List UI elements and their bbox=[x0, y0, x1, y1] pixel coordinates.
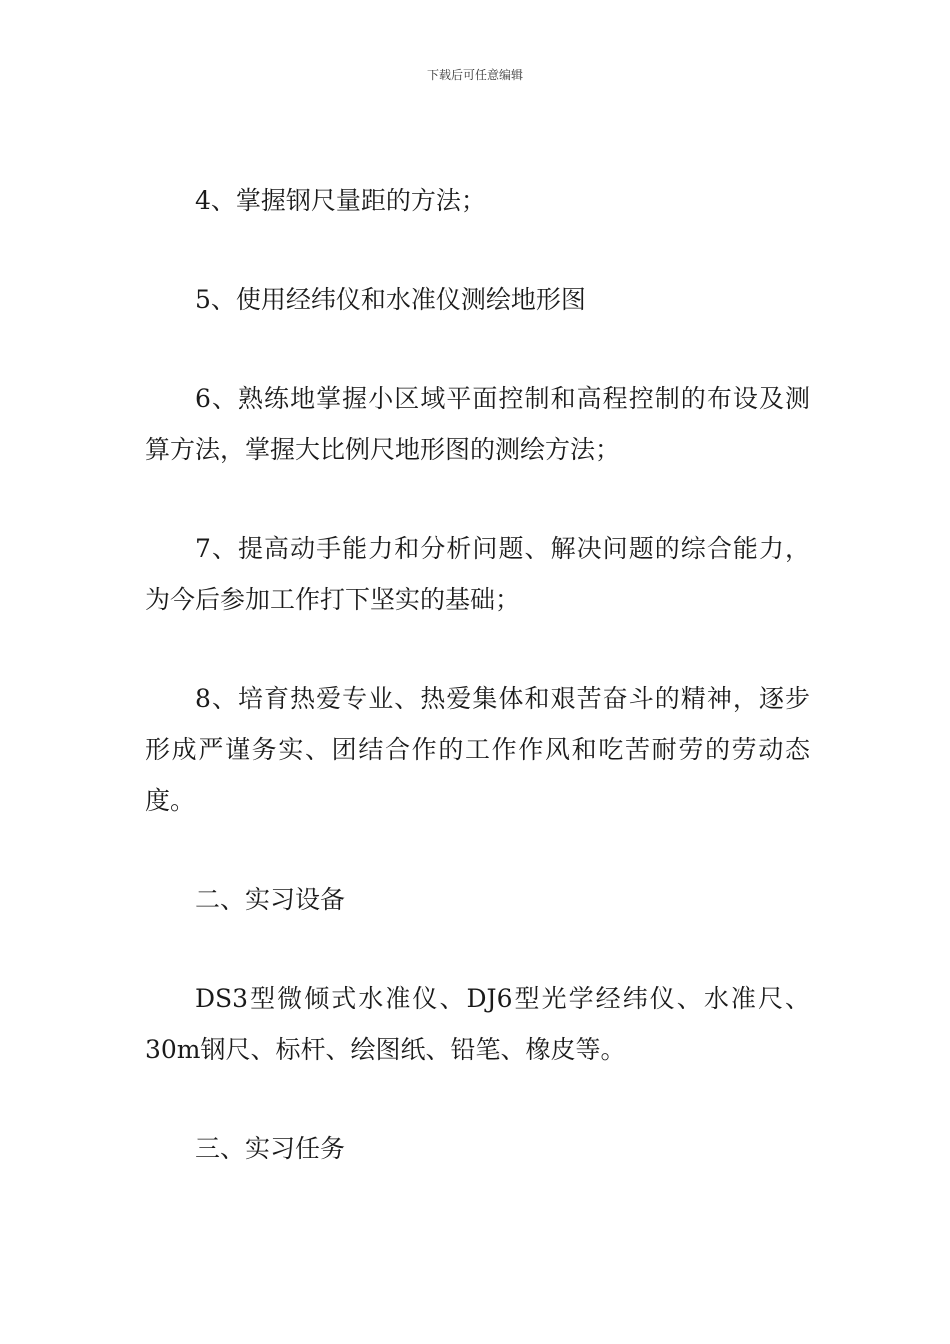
equipment-paragraph: DS3型微倾式水准仪、DJ6型光学经纬仪、水准尺、30m钢尺、标杆、绘图纸、铅笔、橡皮等。 bbox=[145, 984, 810, 1064]
document-body bbox=[145, 175, 810, 1222]
section-heading-equipment: 二、实习设备 bbox=[195, 885, 346, 914]
list-item-7: 7、提高动手能力和分析问题、解决问题的综合能力，为今后参加工作打下坚实的基础； bbox=[145, 534, 810, 614]
list-item-8: 8、培育热爱专业、热爱集体和艰苦奋斗的精神，逐步形成严谨务实、团结合作的工作作风和吃苦耐劳的劳动态度。 bbox=[145, 684, 810, 815]
list-item-5: 5、使用经纬仪和水准仪测绘地形图 bbox=[195, 285, 586, 314]
list-item-4: 4、掌握钢尺量距的方法； bbox=[195, 186, 486, 215]
list-item-6: 6、熟练地掌握小区域平面控制和高程控制的布设及测算方法，掌握大比例尺地形图的测绘方法； bbox=[145, 384, 810, 464]
page-header: 下载后可任意编辑 bbox=[426, 68, 523, 82]
section-heading-tasks: 三、实习任务 bbox=[195, 1134, 346, 1163]
